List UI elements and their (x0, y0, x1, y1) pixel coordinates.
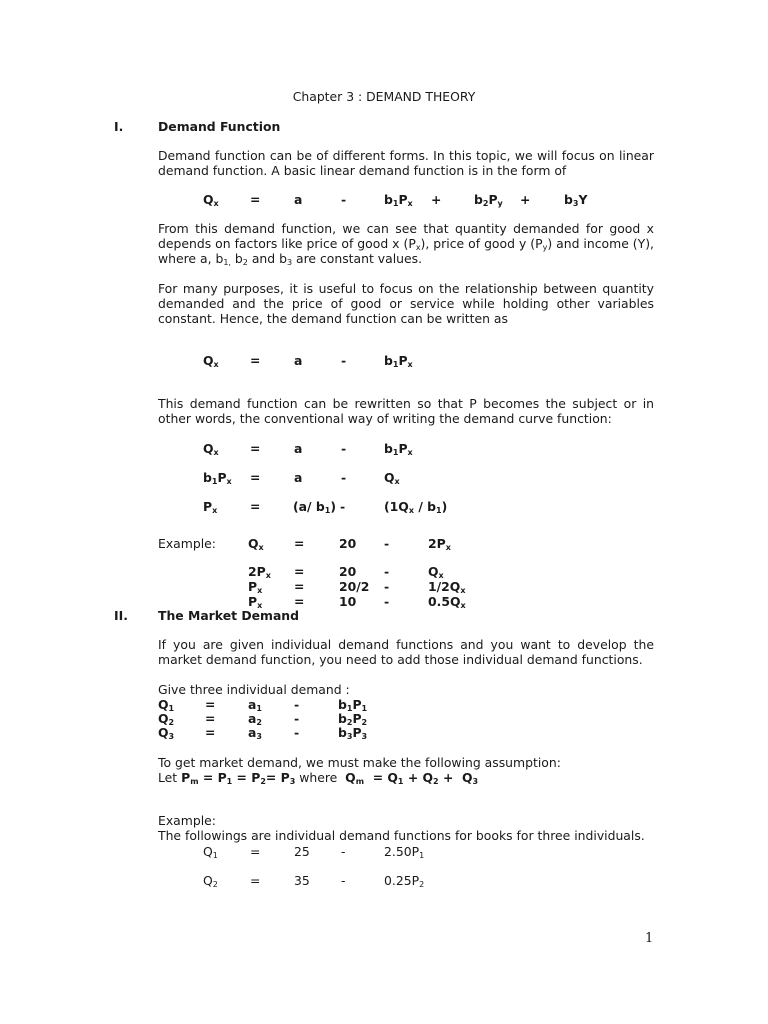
eq-term: = (250, 873, 261, 888)
eq-term: - (384, 564, 390, 579)
eq-term: $b_3P_3$ (338, 725, 368, 741)
eq-term: $b_1P_1$ (338, 697, 368, 713)
eq-term: - (341, 873, 346, 888)
eq-term: - (340, 499, 346, 514)
eq-term: = (205, 725, 216, 740)
rewrite-paragraph: This demand function can be rewritten so that P becomes the subject or in other words, the conventional way of writing the demand curve function: (158, 396, 654, 426)
eq-term: $Q_3$ (158, 725, 175, 741)
eq-term: - (294, 697, 300, 712)
eq-term: $b_3Y$ (564, 192, 588, 208)
eq-term: - (341, 192, 347, 207)
eq-term: $P_x$ (203, 499, 218, 515)
market-demand-intro: If you are given individual demand functions and you want to develop the market demand function, you need to add those individual demand functions. (158, 637, 654, 667)
eq-term: $0.25P_2$ (384, 873, 425, 889)
eq-term: = (250, 192, 261, 207)
assumption-text: To get market demand, we must make the following assumption: (158, 755, 561, 770)
eq-term: = (294, 536, 305, 551)
section-heading-demand-function: Demand Function (158, 119, 281, 134)
eq-term: $2.50P_1$ (384, 844, 425, 860)
eq-term: = (250, 499, 261, 514)
eq-term: $P_x$ (248, 579, 263, 595)
page-number: 1 (645, 931, 654, 946)
eq-term: $P_x$ (248, 594, 263, 610)
eq-term: $2P_x$ (428, 536, 451, 552)
eq-term: 35 (294, 873, 310, 888)
eq-term: $a_2$ (248, 711, 262, 727)
eq-term: $Q_x$ (428, 564, 444, 580)
eq-term: 10 (339, 594, 357, 609)
eq-term: $a_1$ (248, 697, 262, 713)
eq-term: $Q_2$ (158, 711, 175, 727)
let-word: Let (158, 770, 178, 785)
eq-term: $Q_2$ (203, 873, 218, 889)
eq-term: $0.5Q_x$ (428, 594, 466, 610)
eq-term: a (294, 470, 303, 485)
eq-term: $b_1P_x$ (203, 470, 232, 486)
eq-term: - (384, 579, 390, 594)
eq-term: - (341, 470, 347, 485)
demand-function-intro: Demand function can be of different forms. In this topic, we will focus on linear demand function. A basic linear demand function is in the form of (158, 148, 654, 178)
eq-term: 20/2 (339, 579, 370, 594)
eq-term: = (250, 844, 261, 859)
eq-term: = (294, 564, 305, 579)
section-number-2: II. (114, 608, 128, 623)
eq-term: 25 (294, 844, 310, 859)
eq-term: = (205, 697, 216, 712)
eq-term: = (205, 711, 216, 726)
eq-term: a (294, 192, 303, 207)
eq-term: $b_1P_x$ (384, 192, 413, 208)
eq-term: $Q_x$ (248, 536, 264, 552)
eq-term: $Q_1$ (158, 697, 175, 713)
example-label: Example: (158, 536, 216, 551)
eq-term: a (294, 441, 303, 456)
eq-term: $Q_x$ (203, 441, 219, 457)
eq-term: $b_2P_y$ (474, 192, 503, 208)
assumption-equation: Let $P_m = P_1 = P_2= P_3$ where $Q_m = Q_1 + Q_2 + Q_3$ (158, 770, 479, 786)
eq-term: $Q_x$ (203, 353, 219, 369)
eq-term: $b_2P_2$ (338, 711, 368, 727)
eq-term: $a_3$ (248, 725, 262, 741)
eq-term: = (294, 594, 305, 609)
eq-term: $b_1P_x$ (384, 441, 413, 457)
eq-term: + (431, 192, 442, 207)
eq-term: - (341, 441, 347, 456)
eq-term: $2P_x$ (248, 564, 271, 580)
section-number-1: I. (114, 119, 124, 134)
eq-term: = (250, 441, 261, 456)
eq-term: - (384, 594, 390, 609)
demand-function-explanation: From this demand function, we can see that quantity demanded for good x depends on factors like price of good x $(P_x)$, price of good y $(P_y)$ and income (Y), where a, $b_{1,}$ $b_2$ and $b_3$ are constant values. (158, 221, 654, 267)
eq-term: 20 (339, 536, 357, 551)
eq-term: - (341, 353, 347, 368)
chapter-title: Chapter 3 : DEMAND THEORY (292, 89, 476, 104)
eq-term: $Q_x$ (384, 470, 400, 486)
where-word: where (299, 770, 338, 785)
eq-term: $1/2Q_x$ (428, 579, 466, 595)
section-heading-market-demand: The Market Demand (158, 608, 299, 623)
eq-term: - (384, 536, 390, 551)
eq-term: + (520, 192, 531, 207)
eq-term: 20 (339, 564, 357, 579)
eq-term: = (250, 470, 261, 485)
eq-term: - (341, 844, 346, 859)
eq-term: $Q_1$ (203, 844, 218, 860)
simplify-paragraph: For many purposes, it is useful to focus on the relationship between quantity demanded and the price of good or service while holding other variables constant. Hence, the demand function can be written as (158, 281, 654, 326)
eq-term: $b_1P_x$ (384, 353, 413, 369)
eq-term: - (294, 725, 300, 740)
eq-term: = (250, 353, 261, 368)
market-example-text: The followings are individual demand functions for books for three individuals. (158, 828, 645, 843)
eq-term: a (294, 353, 303, 368)
individual-demand-label: Give three individual demand : (158, 682, 350, 697)
eq-term: $Q_x$ (203, 192, 219, 208)
eq-term: = (294, 579, 305, 594)
market-example-label: Example: (158, 813, 216, 828)
eq-term: $(1Q_x / b_1)$ (384, 499, 448, 515)
eq-term: - (294, 711, 300, 726)
eq-term: (a/ $b_1$) (293, 499, 336, 515)
